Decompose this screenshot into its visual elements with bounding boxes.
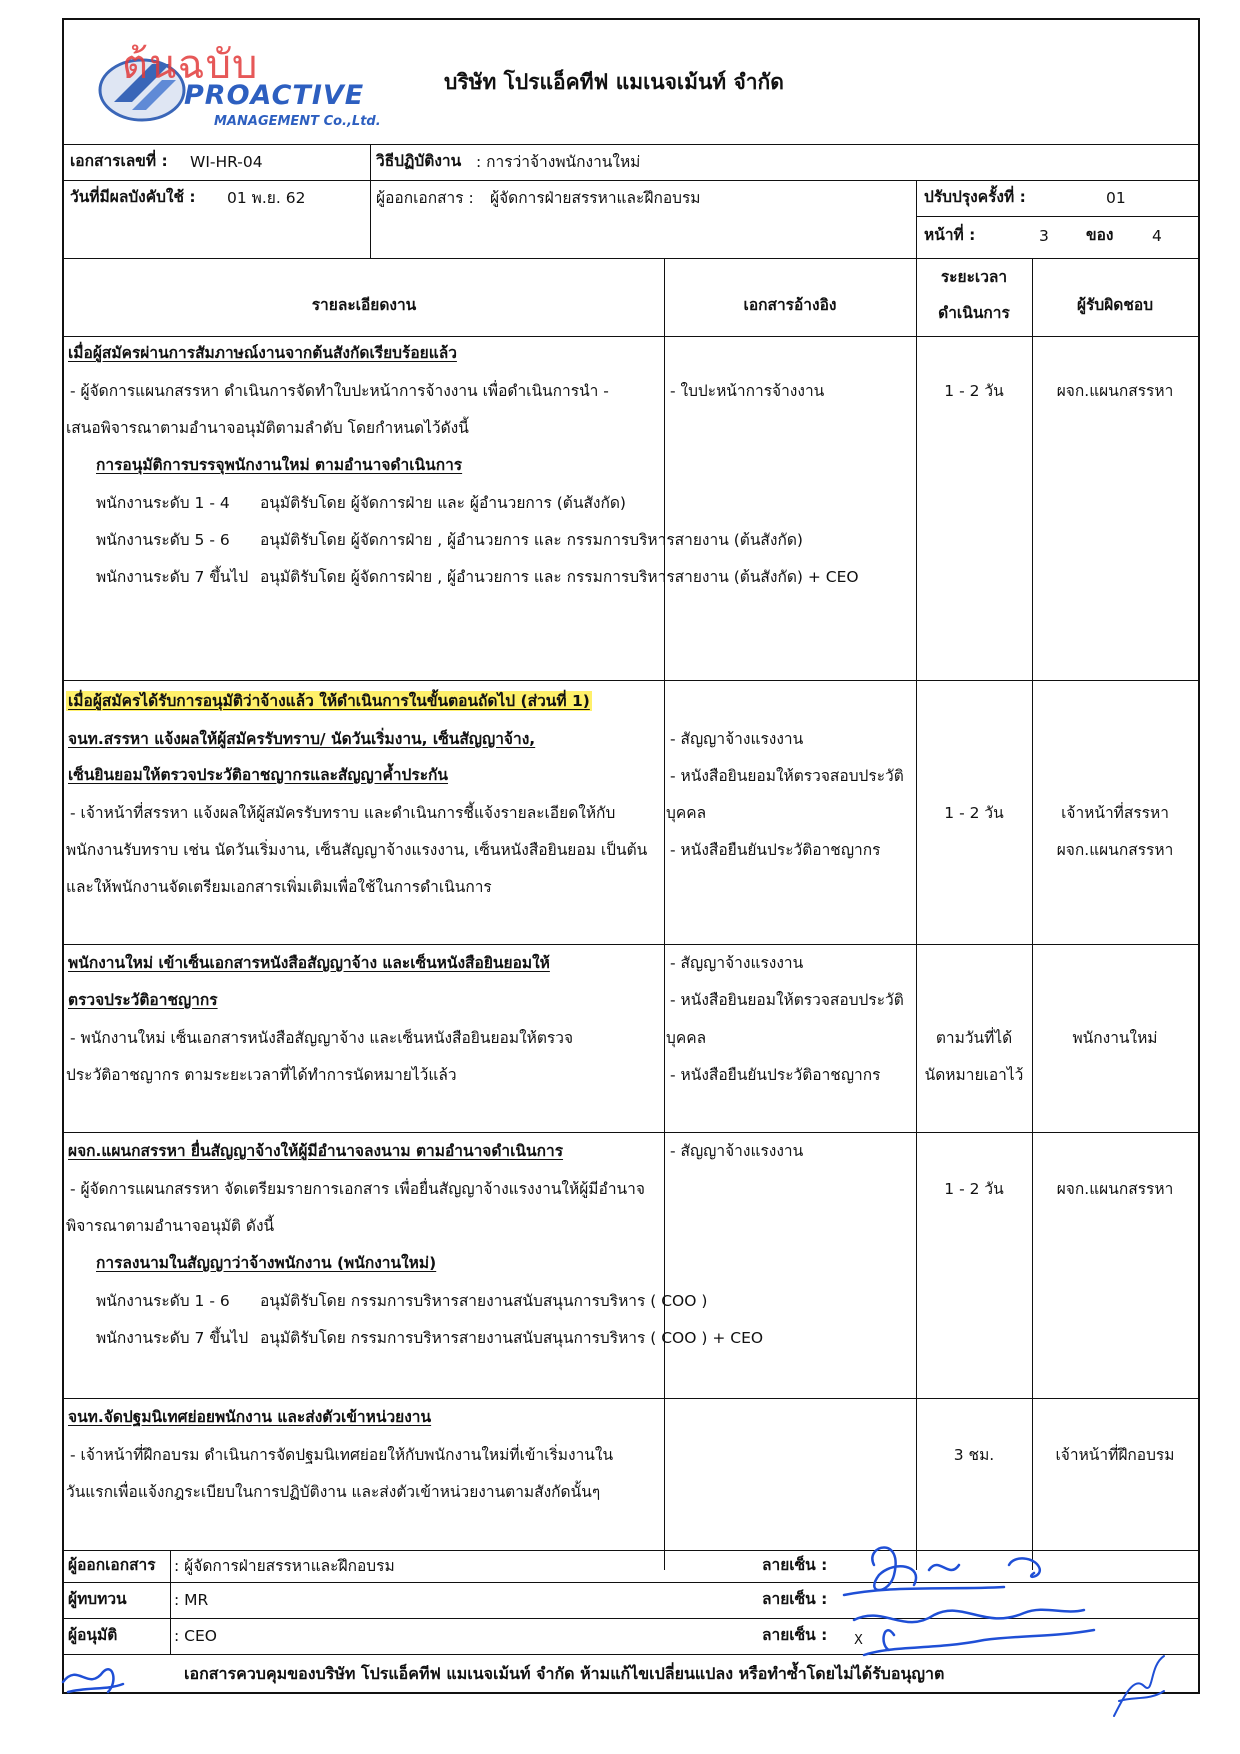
column-divider — [170, 1550, 171, 1654]
divider — [916, 180, 917, 258]
section4-responsible: ผจก.แผนกสรรหา — [1056, 1180, 1174, 1198]
control-notice: เอกสารควบคุมของบริษัท โปรแอ็คทีฟ แมเนจเม้นท์ จำกัด ห้ามแก้ไขเปลี่ยนแปลง หรือทำซ้ำโดยไม่ได้รับอนุญาต — [184, 1664, 945, 1683]
section5-title: จนท.จัดปฐมนิเทศย่อยพนักงาน และส่งตัวเข้าหน่วยงาน — [68, 1408, 432, 1426]
highlight-mark: เมื่อผู้สมัครได้รับการอนุมัติว่าจ้างแล้ว ให้ดำเนินการในขั้นตอนถัดไป (ส่วนที่ 1) — [68, 692, 590, 710]
revision-label: ปรับปรุงครั้งที่ : — [924, 188, 1026, 206]
section2-title-2: เซ็นยินยอมให้ตรวจประวัติอาชญากรและสัญญาค้ำประกัน — [68, 766, 449, 784]
divider — [64, 180, 1198, 181]
signature-icon — [834, 1525, 1114, 1665]
section1-approval: อนุมัติรับโดย ผู้จัดการฝ่าย , ผู้อำนวยการ และ กรรมการบริหารสายงาน (ต้นสังกัด) — [260, 531, 803, 549]
section1-responsible: ผจก.แผนกสรรหา — [1056, 382, 1174, 400]
initials-icon — [58, 1652, 128, 1702]
col-header-duration-1: ระยะเวลา — [940, 268, 1008, 286]
revision-value: 01 — [1106, 189, 1126, 207]
section4-line2: พิจารณาตามอำนาจอนุมัติ ดังนี้ — [66, 1217, 275, 1235]
col-header-reference: เอกสารอ้างอิง — [743, 296, 837, 314]
section1-level: พนักงานระดับ 7 ขึ้นไป — [96, 568, 249, 586]
col-header-responsible: ผู้รับผิดชอบ — [1076, 296, 1154, 314]
section1-line1: - ผู้จัดการแผนกสรรหา ดำเนินการจัดทำใบปะหน้าการจ้างงาน เพื่อดำเนินการนำ - — [70, 382, 609, 400]
section1-subtitle: การอนุมัติการบรรจุพนักงานใหม่ ตามอำนาจดำเนินการ — [96, 456, 463, 474]
section4-level: พนักงานระดับ 7 ขึ้นไป — [96, 1329, 249, 1347]
company-logo — [92, 40, 381, 140]
section3-line2: ประวัติอาชญากร ตามระยะเวลาที่ได้ทำการนัดหมายไว้แล้ว — [66, 1066, 457, 1084]
section5-duration: 3 ชม. — [953, 1446, 995, 1464]
section5-responsible: เจ้าหน้าที่ฝึกอบรม — [1055, 1446, 1175, 1464]
row-divider — [64, 680, 1198, 681]
section4-subtitle: การลงนามในสัญญาว่าจ้างพนักงาน (พนักงานใหม่) — [96, 1254, 437, 1272]
procedure-label: วิธีปฏิบัติงาน — [376, 152, 462, 170]
signature-label: ลายเซ็น : — [762, 1556, 828, 1574]
column-divider — [664, 258, 665, 1570]
row-divider — [64, 944, 1198, 945]
effective-date-value: 01 พ.ย. 62 — [227, 189, 306, 207]
section1-approval: อนุมัติรับโดย ผู้จัดการฝ่าย , ผู้อำนวยการ และ กรรมการบริหารสายงาน (ต้นสังกัด) + CEO — [260, 568, 859, 586]
signature-label: ลายเซ็น : — [762, 1626, 828, 1644]
doc-no-value: WI-HR-04 — [190, 153, 263, 171]
section1-duration: 1 - 2 วัน — [944, 382, 1004, 400]
footer-issuer-value: : ผู้จัดการฝ่ายสรรหาและฝึกอบรม — [174, 1557, 395, 1575]
col-header-duration-2: ดำเนินการ — [938, 304, 1010, 322]
divider — [916, 216, 1198, 217]
total-pages: 4 — [1152, 227, 1162, 245]
divider — [64, 144, 1198, 145]
document-frame — [62, 18, 1200, 1694]
doc-no-label: เอกสารเลขที่ : — [70, 152, 168, 170]
section3-reference: - หนังสือยืนยันประวัติอาชญากร — [670, 1066, 881, 1084]
section4-reference: - สัญญาจ้างแรงงาน — [670, 1142, 804, 1160]
signature-label: ลายเซ็น : — [762, 1590, 828, 1608]
logo-line1: PROACTIVE — [184, 80, 365, 111]
section1-line2: เสนอพิจารณาตามอำนาจอนุมัติตามลำดับ โดยกำหนดไว้ดังนี้ — [66, 419, 469, 437]
footer-reviewer-label: ผู้ทบทวน — [68, 1590, 127, 1608]
section2-reference: - หนังสือยืนยันประวัติอาชญากร — [670, 841, 881, 859]
section3-reference: - หนังสือยินยอมให้ตรวจสอบประวัติ — [670, 991, 904, 1009]
section5-line1: - เจ้าหน้าที่ฝึกอบรม ดำเนินการจัดปฐมนิเทศย่อยให้กับพนักงานใหม่ที่เข้าเริ่มงานใน — [70, 1446, 614, 1464]
section4-approval: อนุมัติรับโดย กรรมการบริหารสายงานสนับสนุนการบริหาร ( COO ) — [260, 1292, 708, 1310]
issuer-value: ผู้จัดการฝ่ายสรรหาและฝึกอบรม — [490, 189, 701, 207]
footer-approver-value: : CEO — [174, 1627, 217, 1645]
section2-highlight — [66, 692, 592, 711]
row-divider — [64, 1132, 1198, 1133]
section3-reference: - สัญญาจ้างแรงงาน — [670, 954, 804, 972]
section5-line2: วันแรกเพื่อแจ้งกฎระเบียบในการปฏิบัติงาน และส่งตัวเข้าหน่วยงานตามสังกัดนั้นๆ — [66, 1483, 601, 1501]
page-value: 3 — [1039, 227, 1049, 245]
section2-title-1: จนท.สรรหา แจ้งผลให้ผู้สมัครรับทราบ/ นัดวันเริ่มงาน, เซ็นสัญญาจ้าง, — [68, 730, 536, 748]
issuer-label: ผู้ออกเอกสาร : — [376, 189, 474, 207]
section1-level: พนักงานระดับ 5 - 6 — [96, 531, 230, 549]
initials-icon — [1104, 1646, 1184, 1726]
col-header-details: รายละเอียดงาน — [311, 296, 417, 314]
section2-line3: และให้พนักงานจัดเตรียมเอกสารเพิ่มเติมเพื่อใช้ในการดำเนินการ — [66, 878, 492, 896]
section2-line1: - เจ้าหน้าที่สรรหา แจ้งผลให้ผู้สมัครรับทราบ และดำเนินการชี้แจ้งรายละเอียดให้กับ — [70, 804, 616, 822]
section3-duration-2: นัดหมายเอาไว้ — [924, 1066, 1024, 1084]
section2-responsible-2: ผจก.แผนกสรรหา — [1056, 841, 1174, 859]
section4-level: พนักงานระดับ 1 - 6 — [96, 1292, 230, 1310]
of-label: ของ — [1086, 226, 1114, 244]
section2-reference: - หนังสือยินยอมให้ตรวจสอบประวัติ — [670, 767, 904, 785]
section3-title-1: พนักงานใหม่ เข้าเซ็นเอกสารหนังสือสัญญาจ้าง และเซ็นหนังสือยินยอมให้ — [68, 954, 550, 972]
footer-issuer-label: ผู้ออกเอกสาร — [68, 1556, 156, 1574]
original-stamp: ต้นฉบับ — [122, 42, 259, 88]
effective-date-label: วันที่มีผลบังคับใช้ : — [70, 188, 196, 206]
section2-reference: - สัญญาจ้างแรงงาน — [670, 730, 804, 748]
row-divider — [64, 1398, 1198, 1399]
section1-reference: - ใบปะหน้าการจ้างงาน — [670, 382, 825, 400]
footer-reviewer-value: : MR — [174, 1591, 209, 1609]
column-divider — [916, 258, 917, 1570]
section1-approval: อนุมัติรับโดย ผู้จัดการฝ่าย และ ผู้อำนวยการ (ต้นสังกัด) — [260, 494, 626, 512]
section4-title: ผจก.แผนกสรรหา ยื่นสัญญาจ้างให้ผู้มีอำนาจลงนาม ตามอำนาจดำเนินการ — [68, 1142, 564, 1160]
mark-x: X — [854, 1633, 863, 1648]
divider — [64, 258, 1198, 259]
section1-level: พนักงานระดับ 1 - 4 — [96, 494, 230, 512]
column-divider — [1032, 258, 1033, 1570]
section4-approval: อนุมัติรับโดย กรรมการบริหารสายงานสนับสนุนการบริหาร ( COO ) + CEO — [260, 1329, 764, 1347]
procedure-value: : การว่าจ้างพนักงานใหม่ — [476, 153, 641, 171]
section1-title: เมื่อผู้สมัครผ่านการสัมภาษณ์งานจากต้นสังกัดเรียบร้อยแล้ว — [68, 344, 457, 362]
section2-line2: พนักงานรับทราบ เช่น นัดวันเริ่มงาน, เซ็นสัญญาจ้างแรงงาน, เซ็นหนังสือยินยอม เป็นต้น — [66, 841, 648, 859]
section3-responsible: พนักงานใหม่ — [1072, 1029, 1158, 1047]
divider — [64, 336, 1198, 337]
page-label: หน้าที่ : — [924, 226, 976, 244]
section3-title-2: ตรวจประวัติอาชญากร — [68, 991, 218, 1009]
section2-duration: 1 - 2 วัน — [944, 804, 1004, 822]
section2-reference: บุคคล — [666, 804, 707, 822]
section3-reference: บุคคล — [666, 1029, 707, 1047]
section4-duration: 1 - 2 วัน — [944, 1180, 1004, 1198]
company-name: บริษัท โปรแอ็คทีฟ แมเนจเม้นท์ จำกัด — [444, 70, 784, 94]
section3-duration-1: ตามวันที่ได้ — [935, 1029, 1013, 1047]
section3-line1: - พนักงานใหม่ เซ็นเอกสารหนังสือสัญญาจ้าง และเซ็นหนังสือยินยอมให้ตรวจ — [70, 1029, 574, 1047]
section4-line1: - ผู้จัดการแผนกสรรหา จัดเตรียมรายการเอกสาร เพื่อยื่นสัญญาจ้างแรงงานให้ผู้มีอำนาจ — [70, 1180, 645, 1198]
divider — [370, 144, 371, 258]
section2-responsible-1: เจ้าหน้าที่สรรหา — [1061, 804, 1169, 822]
footer-approver-label: ผู้อนุมัติ — [68, 1626, 118, 1644]
logo-line2: MANAGEMENT Co.,Ltd. — [214, 114, 381, 129]
